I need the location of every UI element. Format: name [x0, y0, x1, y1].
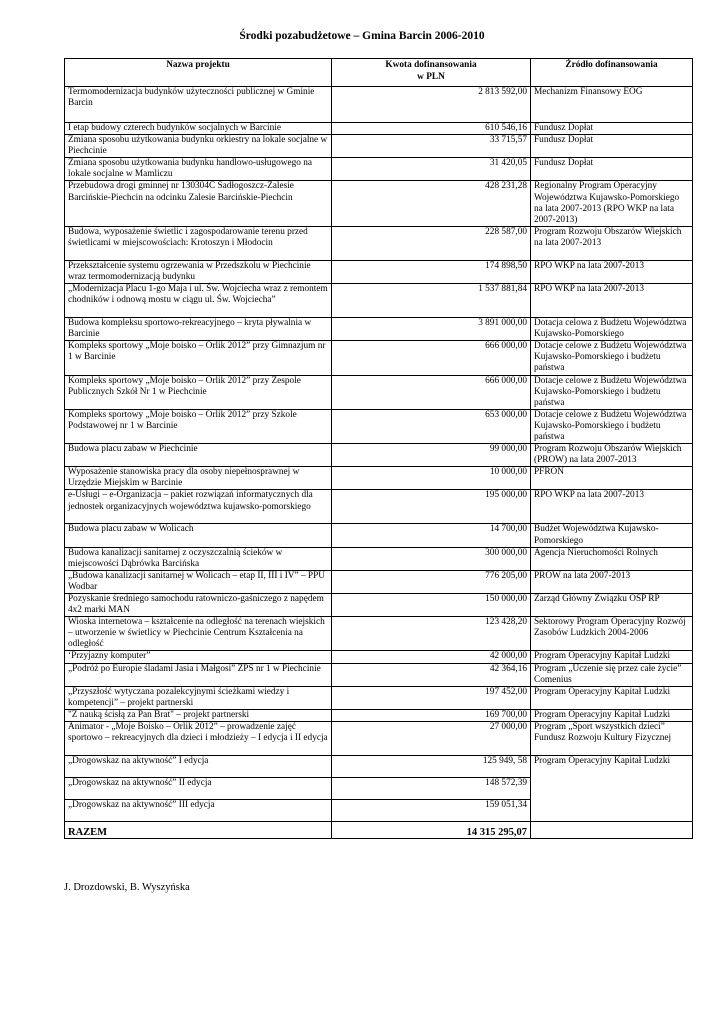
table-header-row	[65, 59, 693, 87]
amount-cell: 776 205,00	[332, 570, 531, 593]
project-name-cell: Budowa kompleksu sportowo-rekreacyjnego – kryta pływalnia w Barcinie	[65, 318, 332, 341]
project-name-cell: „Drogowskaz na aktywność” II edycja	[65, 778, 332, 800]
project-name-cell: Kompleks sportowy „Moje boisko – Orlik 2012” przy Szkole Podstawowej nr 1 w Barcinie	[65, 409, 332, 443]
amount-cell: 666 000,00	[332, 341, 531, 375]
funding-table	[64, 58, 693, 839]
source-cell: RPO WKP na lata 2007-2013	[531, 490, 693, 524]
source-cell: RPO WKP na lata 2007-2013	[531, 260, 693, 283]
amount-cell: 666 000,00	[332, 375, 531, 409]
table-row	[65, 284, 693, 318]
table-row	[65, 547, 693, 570]
amount-cell: 653 000,00	[332, 409, 531, 443]
amount-cell: 300 000,00	[332, 547, 531, 570]
project-name-cell: I etap budowy czterech budynków socjalnych w Barcinie	[65, 123, 332, 135]
project-name-cell: "Z nauką ścisłą za Pan Brat" – projekt partnerski	[65, 709, 332, 721]
project-name-cell: Przebudowa drogi gminnej nr 130304C Sadłogoszcz-Zalesie Barcińskie-Piechcin na odcinku Zalesie Barcińskie-Piechcin	[65, 181, 332, 226]
project-name-cell: Budowa, wyposażenie świetlic i zagospodarowanie terenu przed świetlicami w miejscowościach: Krotoszyn i Młodocin	[65, 226, 332, 260]
project-name-cell: „Przyszłość wytyczana pozalekcyjnymi ścieżkami wiedzy i kompetencji” – projekt partnerski	[65, 686, 332, 709]
source-cell: Program Operacyjny Kapitał Ludzki	[531, 686, 693, 709]
source-cell: Program Rozwoju Obszarów Wiejskich na lata 2007-2013	[531, 226, 693, 260]
source-cell: Program „Sport wszystkich dzieci” Fundusz Rozwoju Kultury Fizycznej	[531, 722, 693, 756]
table-row	[65, 318, 693, 341]
amount-cell: 2 813 592,00	[332, 87, 531, 123]
table-row	[65, 490, 693, 524]
source-cell: Budżet Województwa Kujawsko-Pomorskiego	[531, 524, 693, 547]
source-cell: Program Operacyjny Kapitał Ludzki	[531, 756, 693, 822]
source-cell: Agencja Nieruchomości Rolnych	[531, 547, 693, 570]
table-row	[65, 617, 693, 651]
authors-footer: J. Drozdowski, B. Wyszyńska	[64, 882, 190, 893]
source-cell: Dotacje celowe z Budżetu Województwa Kujawsko-Pomorskiego i budżetu państwa	[531, 375, 693, 409]
amount-cell: 150 000,00	[332, 594, 531, 617]
source-cell: Zarząd Główny Związku OSP RP	[531, 594, 693, 617]
table-row	[65, 87, 693, 123]
amount-cell: 3 891 000,00	[332, 318, 531, 341]
project-name-cell: Animator - „Moje Boisko – Orlik 2012” – prowadzenie zajęć sportowo – rekreacyjnych dla dzieci i młodzieży – I edycja i II edycja	[65, 722, 332, 756]
amount-cell: 228 587,00	[332, 226, 531, 260]
project-name-cell: Termomodernizacja budynków użyteczności publicznej w Gminie Barcin	[65, 87, 332, 123]
project-name-cell: „Drogowskaz na aktywność” I edycja	[65, 756, 332, 778]
source-cell: Fundusz Dopłat	[531, 135, 693, 158]
table-row	[65, 135, 693, 158]
table-row	[65, 709, 693, 721]
amount-cell: 125 949, 58	[332, 756, 531, 778]
amount-cell: 159 051,34	[332, 800, 531, 822]
table-row	[65, 722, 693, 756]
total-empty-cell	[531, 822, 693, 839]
project-name-cell: Zmiana sposobu użytkowania budynku orkiestry na lokale socjalne w Piechcinie	[65, 135, 332, 158]
amount-cell: 14 700,00	[332, 524, 531, 547]
total-label: RAZEM	[65, 822, 332, 839]
table-row	[65, 444, 693, 467]
project-name-cell: „Podróż po Europie śladami Jasia i Małgosi” ZPS nr 1 w Piechcinie	[65, 663, 332, 686]
project-name-cell: Pozyskanie średniego samochodu ratowniczo-gaśniczego z napędem 4x2 marki MAN	[65, 594, 332, 617]
amount-cell: 42 000,00	[332, 651, 531, 663]
table-row	[65, 409, 693, 443]
amount-cell: 610 546,16	[332, 123, 531, 135]
source-cell: RPO WKP na lata 2007-2013	[531, 284, 693, 318]
table-row	[65, 467, 693, 490]
amount-cell: 10 000,00	[332, 467, 531, 490]
amount-cell: 195 000,00	[332, 490, 531, 524]
amount-cell: 31 420,05	[332, 158, 531, 181]
source-cell: Program Rozwoju Obszarów Wiejskich (PROW) na lata 2007-2013	[531, 444, 693, 467]
amount-cell: 174 898,50	[332, 260, 531, 283]
table-row	[65, 123, 693, 135]
source-cell: PROW na lata 2007-2013	[531, 570, 693, 593]
project-name-cell: Zmiana sposobu użytkowania budynku handlowo-usługowego na lokale socjalne w Mamliczu	[65, 158, 332, 181]
total-amount: 14 315 295,07	[332, 822, 531, 839]
table-row	[65, 594, 693, 617]
table-row	[65, 524, 693, 547]
project-name-cell: Budowa kanalizacji sanitarnej z oczyszczalnią ścieków w miejscowości Dąbrówka Barcińska	[65, 547, 332, 570]
project-name-cell: Wioska internetowa – kształcenie na odległość na terenach wiejskich – utworzenie w świetlicy w Piechcinie Centrum Kształcenia na odległość	[65, 617, 332, 651]
project-name-cell: „Budowa kanalizacji sanitarnej w Wolicach – etap II, III i IV” – PPU Wodbar	[65, 570, 332, 593]
table-row	[65, 341, 693, 375]
project-name-cell: Kompleks sportowy „Moje boisko – Orlik 2012” przy Gimnazjum nr 1 w Barcinie	[65, 341, 332, 375]
source-cell: Dotacja celowa z Budżetu Województwa Kujawsko-Pomorskiego	[531, 318, 693, 341]
source-cell: Mechanizm Finansowy EOG	[531, 87, 693, 123]
project-name-cell: Budowa placu zabaw w Wolicach	[65, 524, 332, 547]
amount-cell: 169 700,00	[332, 709, 531, 721]
project-name-cell: „Modernizacja Placu 1-go Maja i ul. Św. Wojciecha wraz z remontem chodników i odnową mostu w ciągu ul. Św. Wojciecha”	[65, 284, 332, 318]
table-row	[65, 226, 693, 260]
table-row	[65, 181, 693, 226]
source-cell: PFRON	[531, 467, 693, 490]
document-title: Środki pozabudżetowe – Gmina Barcin 2006-2010	[239, 30, 485, 42]
table-row	[65, 686, 693, 709]
amount-cell: 197 452,00	[332, 686, 531, 709]
source-cell: Program Operacyjny Kapitał Ludzki	[531, 709, 693, 721]
amount-cell: 148 572,39	[332, 778, 531, 800]
project-name-cell: Kompleks sportowy „Moje boisko – Orlik 2012” przy Zespole Publicznych Szkół Nr 1 w Piechcinie	[65, 375, 332, 409]
table-row	[65, 260, 693, 283]
total-row	[65, 822, 693, 839]
table-row	[65, 663, 693, 686]
table-row	[65, 756, 693, 778]
header-project-name: Nazwa projektu	[65, 59, 332, 87]
source-cell: Fundusz Dopłat	[531, 123, 693, 135]
project-name-cell: Wyposażenie stanowiska pracy dla osoby niepełnosprawnej w Urzędzie Miejskim w Barcinie	[65, 467, 332, 490]
project-name-cell: e-Usługi – e-Organizacja – pakiet rozwiązań informatycznych dla jednostek organizacyjnych województwa kujawsko-pomorskiego	[65, 490, 332, 524]
project-name-cell: „Drogowskaz na aktywność” III edycja	[65, 800, 332, 822]
project-name-cell: ‘Przyjazny komputer”	[65, 651, 332, 663]
source-cell: Program Operacyjny Kapitał Ludzki	[531, 651, 693, 663]
source-cell: Dotacje celowe z Budżetu Województwa Kujawsko-Pomorskiego i budżetu państwa	[531, 341, 693, 375]
header-source: Źródło dofinansowania	[531, 59, 693, 87]
header-amount	[332, 59, 531, 87]
amount-cell: 123 428,20	[332, 617, 531, 651]
source-cell: Program „Uczenie się przez całe życie” Comenius	[531, 663, 693, 686]
amount-cell: 42 364,16	[332, 663, 531, 686]
source-cell: Regionalny Program Operacyjny Województwa Kujawsko-Pomorskiego na lata 2007-2013 (RPO WKP na lata 2007-2013)	[531, 181, 693, 226]
amount-cell: 27 000,00	[332, 722, 531, 756]
source-cell: Dotacje celowe z Budżetu Województwa Kujawsko-Pomorskiego i budżetu państwa	[531, 409, 693, 443]
source-cell: Sektorowy Program Operacyjny Rozwój Zasobów Ludzkich 2004-2006	[531, 617, 693, 651]
table-row	[65, 375, 693, 409]
amount-cell: 33 715,57	[332, 135, 531, 158]
source-cell: Fundusz Dopłat	[531, 158, 693, 181]
amount-cell: 99 000,00	[332, 444, 531, 467]
table-row	[65, 651, 693, 663]
header-amount-text: Kwota dofinansowania w PLN	[385, 60, 477, 82]
table-row	[65, 570, 693, 593]
amount-cell: 1 537 881,84	[332, 284, 531, 318]
project-name-cell: Budowa placu zabaw w Piechcinie	[65, 444, 332, 467]
project-name-cell: Przekształcenie systemu ogrzewania w Przedszkolu w Piechcinie wraz termomodernizacją budynku	[65, 260, 332, 283]
amount-cell: 428 231,28	[332, 181, 531, 226]
table-row	[65, 158, 693, 181]
